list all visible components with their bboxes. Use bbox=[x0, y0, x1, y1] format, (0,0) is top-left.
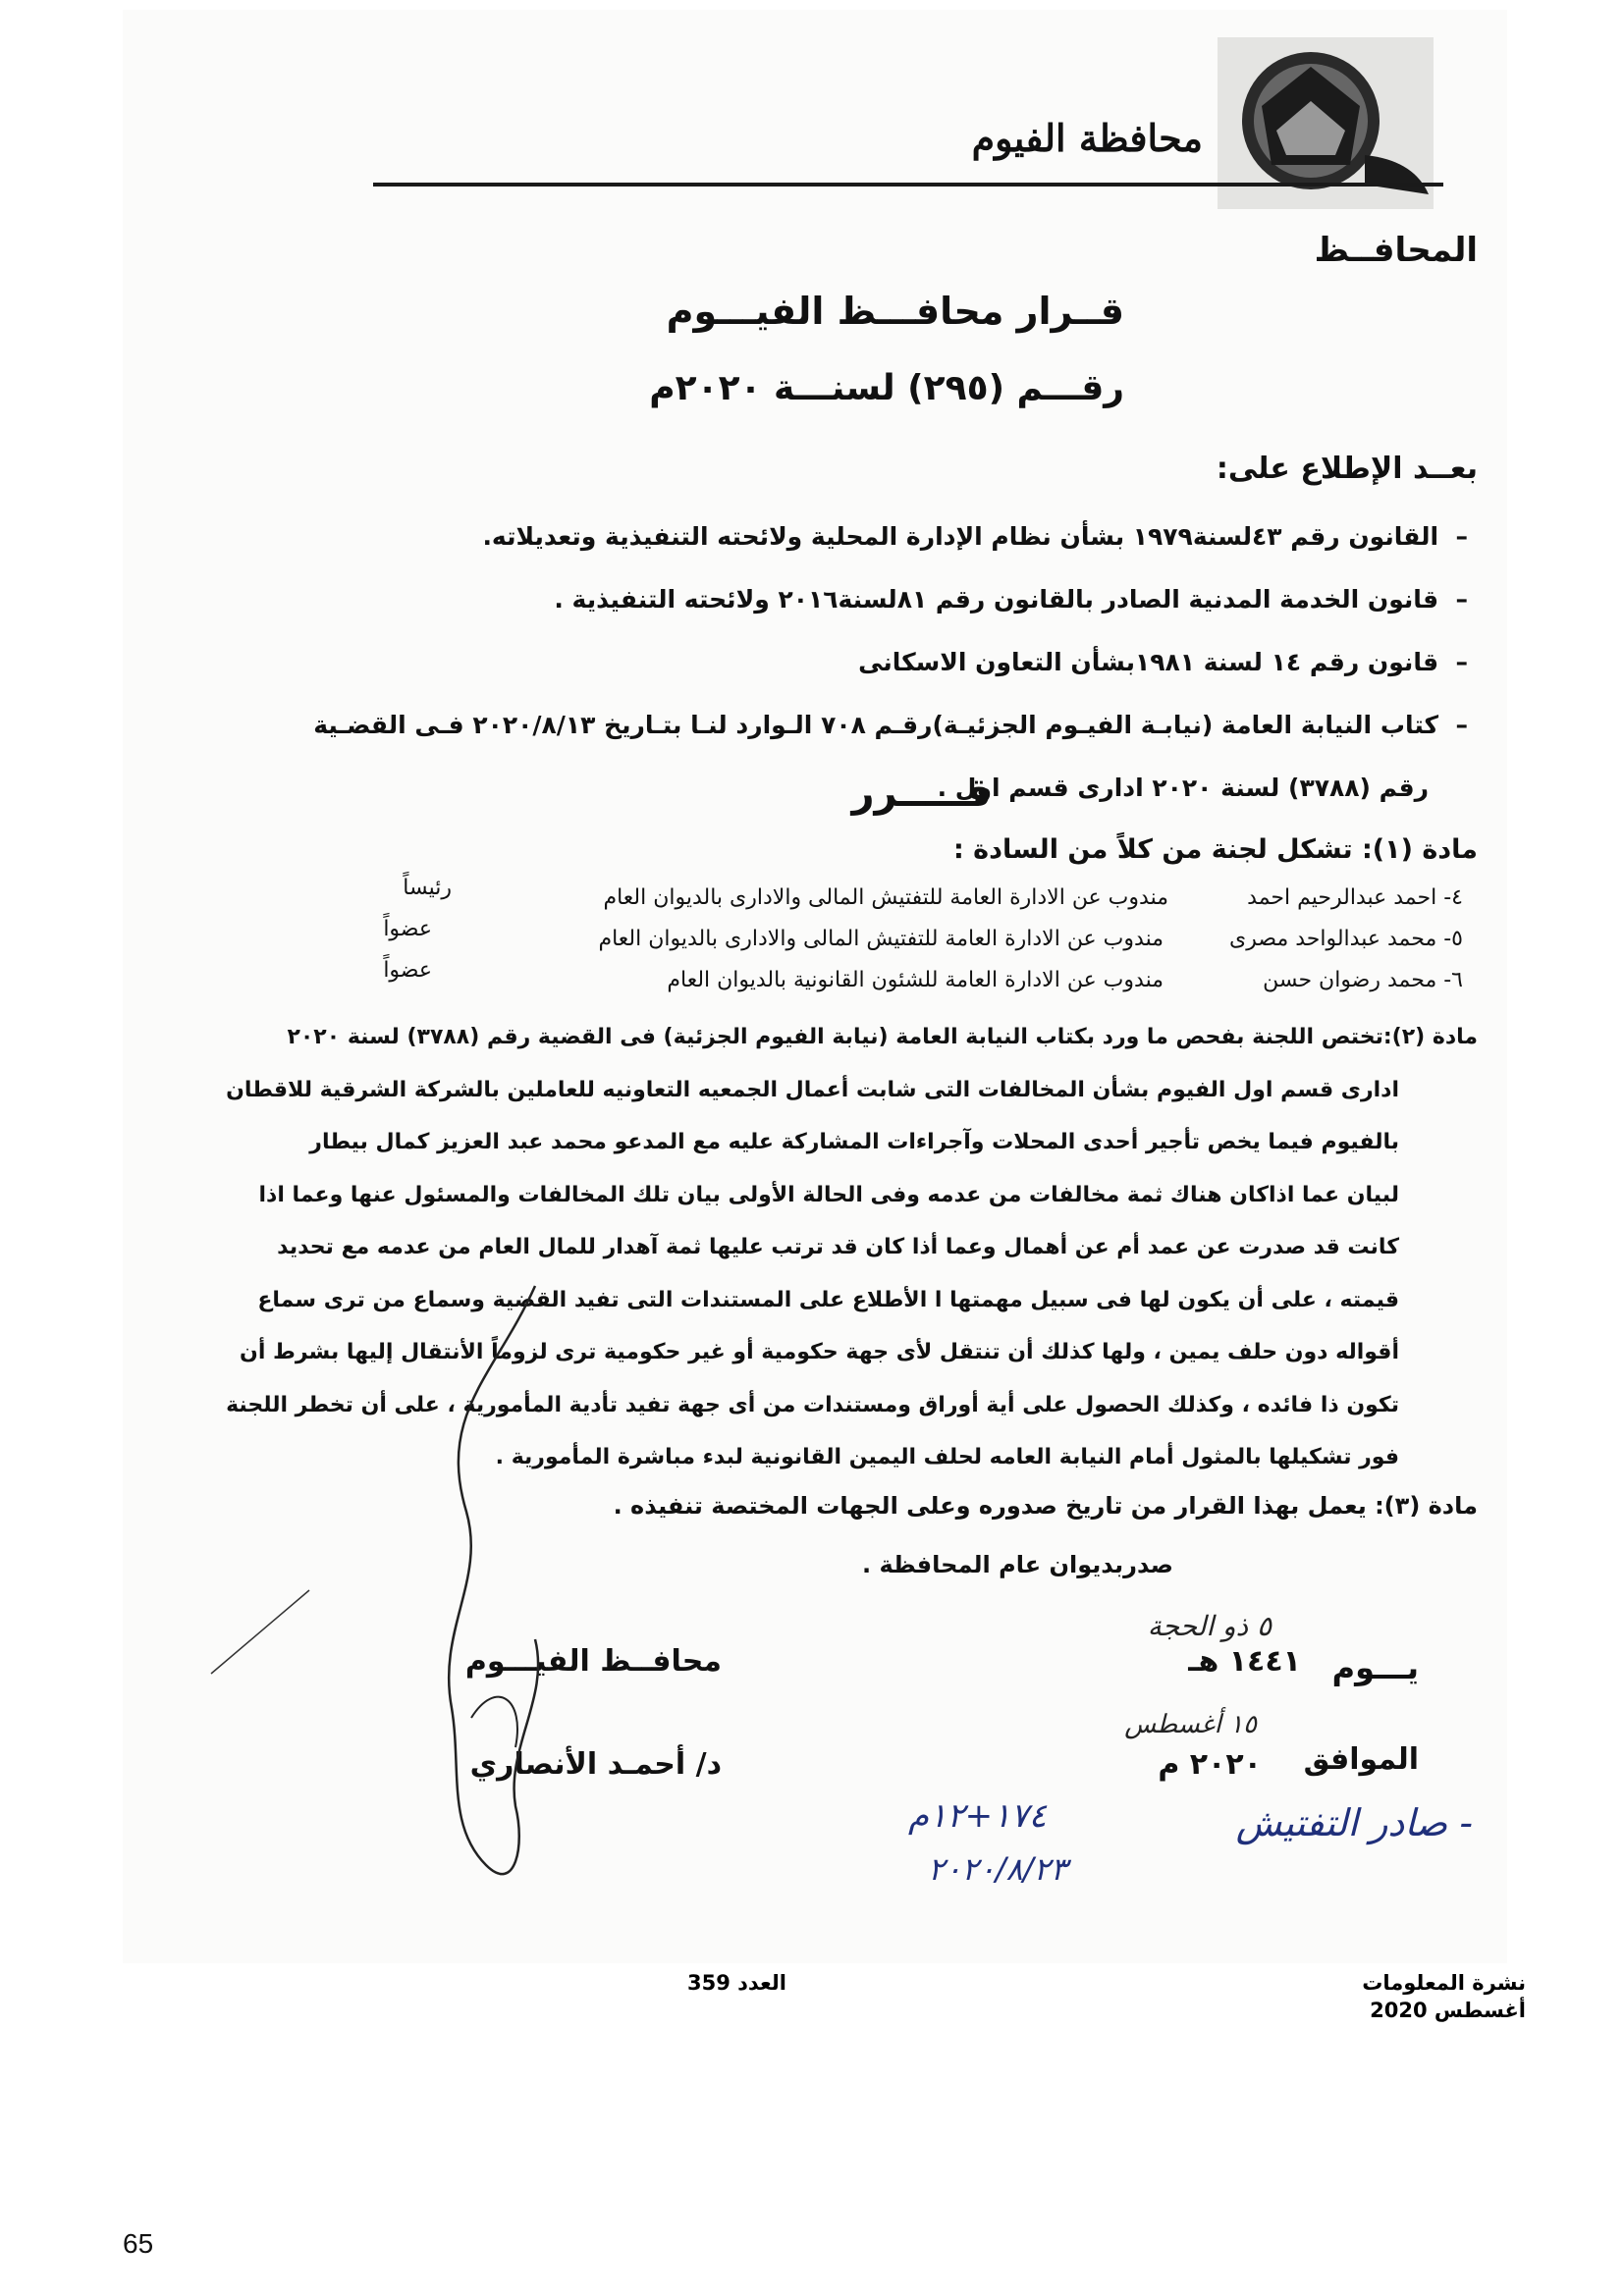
footer-publication: نشرة المعلومات bbox=[1362, 1971, 1526, 1995]
member-role: مندوب عن الادارة العامة للشئون القانونية بالديوان العام bbox=[667, 968, 1164, 992]
day-label: يـــوم bbox=[1331, 1649, 1419, 1686]
handwritten-hijri: ٥ ذو الحجة bbox=[1147, 1610, 1272, 1642]
article2-line: لبيان عما اذاكان هناك ثمة مخالفات من عدمه وفى الحالة الأولى بيان تلك المخالفات والمسئول عنها وعما اذا bbox=[258, 1182, 1399, 1207]
member-name: ٤- احمد عبدالرحيم احمد bbox=[1247, 885, 1463, 910]
committee-members bbox=[285, 876, 1463, 1009]
decision-number: رقـــم (٢٩٥) لسنـــة ٢٠٢٠م bbox=[649, 368, 1124, 408]
article2-line: قيمته ، على أن يكون لها فى سبيل مهمتها ا الأطلاع على المستندات التى تفيد القضية وسماع من ترى سماع bbox=[257, 1287, 1399, 1312]
article1-heading: مادة (١): تشكل لجنة من كلاً من السادة : bbox=[952, 834, 1478, 865]
member-position: عضواً bbox=[383, 917, 432, 941]
article2-line: بالفيوم فيما يخص تأجير أحدى المحلات وآجراءات المشاركة عليه مع المدعو محمد عبد العزيز كمال بيطار bbox=[309, 1130, 1399, 1154]
handwritten-note: - صادر التفتيش bbox=[1235, 1801, 1473, 1844]
footer-issue: العدد 359 bbox=[687, 1971, 786, 1995]
preamble-item: – كتاب النيابة العامة (نيابـة الفيـوم الجزئيـة)رقـم ٧٠٨ الـوارد لنـا بتـاريخ ٢٠٢٠/٨/١٣ فـى القضـية bbox=[313, 711, 1468, 739]
page-number: 65 bbox=[123, 2228, 154, 2259]
member-position: رئيساً bbox=[403, 876, 452, 900]
article2-body bbox=[142, 1011, 1478, 1484]
member-name: ٥- محمد عبدالواحد مصرى bbox=[1229, 927, 1463, 951]
member-role: مندوب عن الادارة العامة للتفتيش المالى والادارى بالديوان العام bbox=[598, 927, 1164, 951]
hijri-date: ١٤٤١ هـ bbox=[1188, 1644, 1301, 1679]
header-rule bbox=[373, 183, 1443, 187]
preamble-list bbox=[172, 506, 1468, 820]
article2-line: كانت قد صدرت عن عمد أم عن أهمال وعما أذا كان قد ترتب عليها ثمة آهدار للمال العام من عدمه مع تحديد bbox=[277, 1235, 1399, 1259]
preamble-item-continuation: رقم (٣٧٨٨) لسنة ٢٠٢٠ ادارى قسم اول . bbox=[937, 774, 1429, 802]
gregorian-date: ٢٠٢٠ م bbox=[1158, 1747, 1262, 1782]
signature-name: د/ أحمـد الأنصاري bbox=[469, 1747, 722, 1782]
article2-line: مادة (٢):تختص اللجنة بفحص ما ورد بكتاب النيابة العامة (نيابة الفيوم الجزئية) فى القضية رقم (٣٧٨٨) لسنة ٢٠٢٠ bbox=[287, 1025, 1478, 1049]
signature-title: محافــظ الفيـــوم bbox=[464, 1644, 722, 1679]
member-role: مندوب عن الادارة العامة للتفتيش المالى والادارى بالديوان العام bbox=[603, 885, 1168, 910]
margin-stroke bbox=[201, 1585, 319, 1683]
footer-month: أغسطس 2020 bbox=[1370, 1999, 1526, 2022]
handwritten-gregorian: ١٥ أغسطس bbox=[1124, 1710, 1257, 1739]
preamble-item: – قانون رقم ١٤ لسنة ١٩٨١بشأن التعاون الاسكانى bbox=[858, 648, 1468, 676]
preamble-item: – القانون رقم ٤٣لسنة١٩٧٩ بشأن نظام الإدارة المحلية ولائحته التنفيذية وتعديلاته. bbox=[482, 522, 1468, 551]
decides-label: قـــــرر bbox=[851, 771, 992, 816]
article2-line: تكون ذا فائده ، وكذلك الحصول على أية أوراق ومستندات من أى جهة تفيد تأدية المأمورية ، على أن تخطر اللجنة bbox=[226, 1392, 1399, 1417]
handwritten-signature bbox=[378, 1256, 604, 1895]
member-row bbox=[285, 917, 1463, 968]
handwritten-ref: ١٧٤+١٢م bbox=[908, 1796, 1047, 1836]
decision-title: قــرار محافـــظ الفيـــوم bbox=[666, 290, 1124, 333]
member-name: ٦- محمد رضوان حسن bbox=[1263, 968, 1463, 992]
corresponding-label: الموافق bbox=[1303, 1742, 1419, 1777]
scanned-document bbox=[123, 10, 1507, 1963]
handwritten-date: ٢٠٢٠/٨/٢٣ bbox=[928, 1850, 1067, 1888]
distribution-note: صدربديوان عام المحافظة . bbox=[862, 1551, 1173, 1578]
preamble-heading: بعــد الإطلاع على: bbox=[1216, 452, 1478, 486]
article2-line: فور تشكيلها بالمثول أمام النيابة العامه لحلف اليمين القانونية لبدء مباشرة المأمورية . bbox=[495, 1445, 1399, 1469]
member-position: عضواً bbox=[383, 958, 432, 983]
governorate-name: محافظة الفيوم bbox=[971, 116, 1203, 160]
preamble-item: – قانون الخدمة المدنية الصادر بالقانون رقم ٨١لسنة٢٠١٦ ولائحته التنفيذية . bbox=[554, 585, 1468, 614]
member-row bbox=[285, 958, 1463, 1009]
title-role: المحافــظ bbox=[1314, 231, 1478, 270]
member-row bbox=[285, 876, 1463, 927]
article2-line: أقواله دون حلف يمين ، ولها كذلك أن تنتقل لأى جهة حكومية أو غير حكومية ترى لزوماً الأنتقال إليها بشرط أن bbox=[240, 1340, 1399, 1364]
article2-line: ادارى قسم اول الفيوم بشأن المخالفات التى شابت أعمال الجمعيه التعاونيه للعاملين بالشركة الشرقية للاقطان bbox=[226, 1077, 1399, 1102]
article3: مادة (٣): يعمل بهذا القرار من تاريخ صدوره وعلى الجهات المختصة تنفيذه . bbox=[613, 1492, 1478, 1520]
